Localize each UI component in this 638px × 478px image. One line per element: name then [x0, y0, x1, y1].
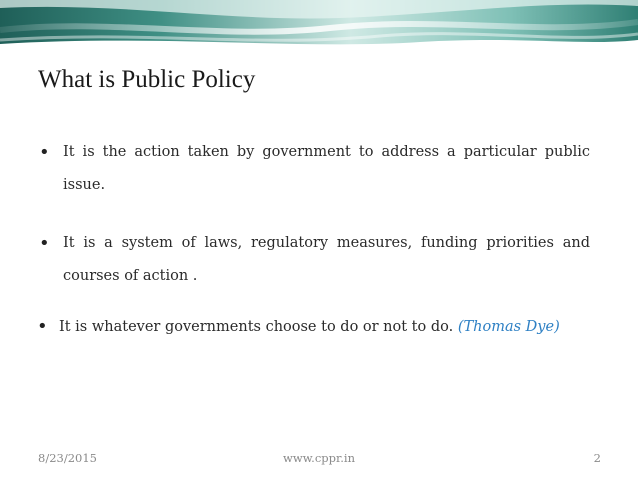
bullet-item	[36, 227, 590, 293]
bullet-item	[36, 318, 590, 337]
slide-title: What is Public Policy	[38, 66, 256, 93]
bullet-text: It is a system of laws, regulatory measures, funding priorities and courses of action .	[63, 235, 590, 284]
bullet-dot-icon: •	[39, 233, 50, 254]
bullet-dot-icon: •	[39, 142, 50, 163]
bullet-list	[36, 136, 590, 337]
citation: (Thomas Dye)	[457, 319, 560, 335]
bullet-dot-icon: •	[37, 316, 48, 337]
footer-date: 8/23/2015	[38, 451, 97, 465]
bullet-item	[36, 136, 590, 202]
bullet-text: It is the action taken by government to address a particular public issue.	[63, 144, 590, 193]
banner-decoration	[0, 0, 638, 50]
bullet-text: It is whatever governments choose to do or not to do.	[59, 319, 458, 335]
slide-number: 2	[593, 451, 601, 465]
footer-url: www.cppr.in	[283, 451, 355, 465]
